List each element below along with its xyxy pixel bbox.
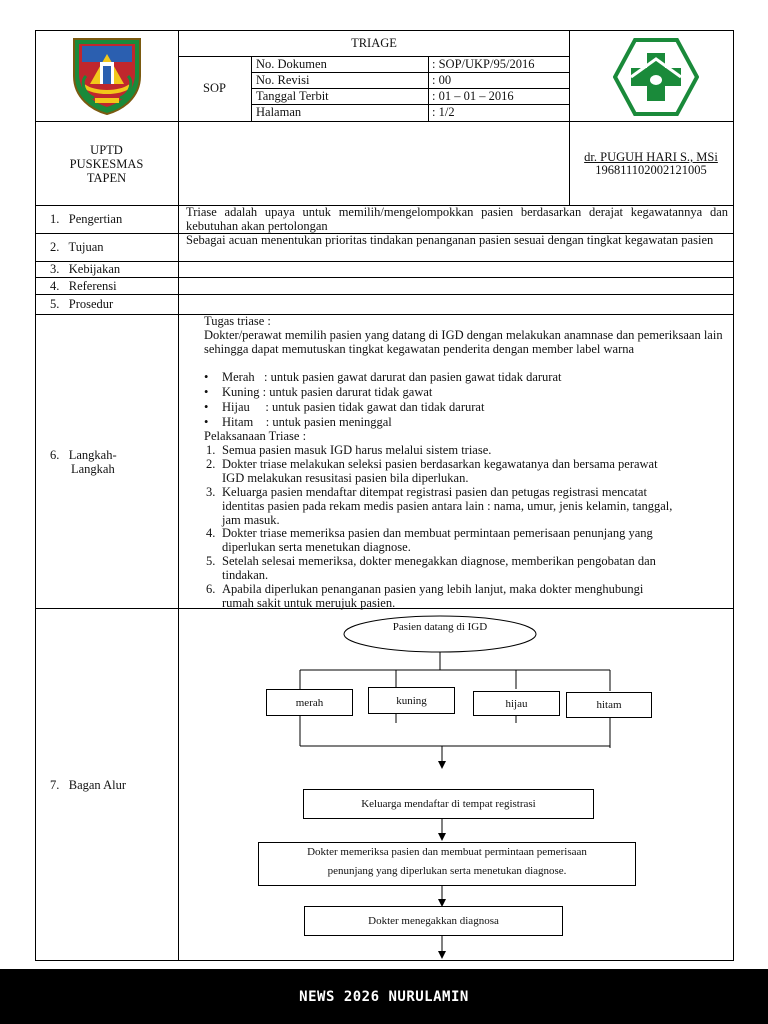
flow-box-pemeriksaan bbox=[258, 842, 636, 886]
arrow-down-icon bbox=[438, 833, 446, 841]
tugas-triase-heading: Tugas triase : bbox=[204, 314, 271, 328]
step-line: jam masuk. bbox=[222, 513, 280, 527]
step-number: 4. bbox=[206, 526, 216, 540]
step-number: 2. bbox=[206, 457, 216, 471]
pelaksanaan-heading: Pelaksanaan Triase : bbox=[204, 429, 307, 443]
meta-label: Halaman bbox=[256, 105, 302, 119]
meta-divider bbox=[428, 56, 429, 122]
bullet-dot: • bbox=[204, 370, 209, 384]
bullet-dot: • bbox=[204, 400, 209, 414]
org-name-line: PUSKESMAS bbox=[69, 157, 144, 171]
org-name-line: TAPEN bbox=[86, 171, 127, 185]
step-line: Semua pasien masuk IGD harus melalui sistem triase. bbox=[222, 443, 492, 457]
step-line: rumah sakit untuk merujuk pasien. bbox=[222, 596, 396, 610]
section-label-pengertian: 1. Pengertian bbox=[50, 212, 123, 226]
pengertian-text: Triase adalah upaya untuk memilih/mengelompokkan pasien berdasarkan derajat kegawatannya dan kebutuhan akan pertolongan bbox=[186, 205, 728, 234]
bullet-dot: • bbox=[204, 385, 209, 399]
meta-label: No. Revisi bbox=[256, 73, 310, 87]
step-line: identitas pasien pada rekam medis pasien antara lain : nama, umur, jenis kelamin, tanggal, bbox=[222, 499, 673, 513]
step-number: 5. bbox=[206, 554, 216, 568]
section-label-prosedur: 5. Prosedur bbox=[50, 297, 114, 311]
document-title: TRIAGE bbox=[351, 36, 397, 50]
step-line: diperlukan serta menetukan diagnose. bbox=[222, 540, 411, 554]
section-label-langkah: 6. Langkah- bbox=[50, 448, 117, 462]
flow-pemeriksaan-line1: Dokter memeriksa pasien dan membuat permintaan pemerisaan bbox=[307, 846, 587, 858]
meta-value: : 1/2 bbox=[432, 105, 455, 119]
signatory-id: 196811102002121005 bbox=[595, 163, 707, 177]
bullet-kuning: Kuning : untuk pasien darurat tidak gawat bbox=[222, 385, 433, 399]
flow-box-hitam: hitam bbox=[566, 692, 652, 718]
table-border-right bbox=[733, 30, 734, 961]
flow-start-label: Pasien datang di IGD bbox=[392, 621, 488, 633]
section-label-langkah-cont: Langkah bbox=[71, 462, 115, 476]
step-line: Keluarga pasien mendaftar ditempat registrasi pasien dan petugas registrasi mencatat bbox=[222, 485, 647, 499]
step-line: IGD melakukan resusitasi pasien bila diperlukan. bbox=[222, 471, 469, 485]
section-label-tujuan: 2. Tujuan bbox=[50, 240, 104, 254]
section-label-referensi: 4. Referensi bbox=[50, 279, 117, 293]
step-line: Setelah selesai memeriksa, dokter menegakkan diagnose, memberikan pengobatan dan bbox=[222, 554, 656, 568]
arrow-down-icon bbox=[438, 761, 446, 769]
flow-box-merah: merah bbox=[266, 689, 353, 716]
bullet-merah: Merah : untuk pasien gawat darurat dan pasien gawat tidak darurat bbox=[222, 370, 562, 384]
meta-value: : 01 – 01 – 2016 bbox=[432, 89, 514, 103]
step-number: 3. bbox=[206, 485, 216, 499]
signatory-name: dr. PUGUH HARI S., MSi bbox=[584, 150, 718, 164]
table-border-bottom bbox=[35, 960, 734, 961]
step-line: Dokter triase melakukan seleksi pasien berdasarkan kegawatanya dan bersama perawat bbox=[222, 457, 658, 471]
flow-box-kuning: kuning bbox=[368, 687, 455, 714]
footer-banner: NEWS 2026 NURULAMIN bbox=[0, 969, 768, 1024]
arrow-down-icon bbox=[438, 951, 446, 959]
meta-label: No. Dokumen bbox=[256, 57, 327, 71]
flow-box-diagnosa: Dokter menegakkan diagnosa bbox=[304, 906, 563, 936]
step-number: 6. bbox=[206, 582, 216, 596]
meta-label: Tanggal Terbit bbox=[256, 89, 329, 103]
bullet-dot: • bbox=[204, 415, 209, 429]
puskesmas-logo-icon bbox=[613, 37, 699, 117]
row-line bbox=[35, 314, 734, 315]
sop-divider bbox=[251, 56, 252, 122]
step-number: 1. bbox=[206, 443, 216, 457]
flow-pemeriksaan-line2: penunjang yang diperlukan serta menetukan diagnose. bbox=[327, 865, 567, 877]
step-line: tindakan. bbox=[222, 568, 269, 582]
org-name-line: UPTD bbox=[90, 143, 123, 157]
table-border-top bbox=[35, 30, 734, 31]
step-line: Apabila diperlukan penanganan pasien yang lebih lanjut, maka dokter menghubungi bbox=[222, 582, 644, 596]
row-line bbox=[35, 261, 734, 262]
row-line bbox=[35, 294, 734, 295]
bullet-hitam: Hitam : untuk pasien meninggal bbox=[222, 415, 392, 429]
section-label-kebijakan: 3. Kebijakan bbox=[50, 262, 121, 276]
tujuan-text: Sebagai acuan menentukan prioritas tindakan penanganan pasien sesuai dengan tingkat kegawatan pasien bbox=[186, 233, 714, 247]
meta-value: : 00 bbox=[432, 73, 452, 87]
tugas-triase-intro: Dokter/perawat memilih pasien yang datang di IGD dengan melakukan anamnase dan pemeriksaan lain sehingga dapat memutuskan tingkat kegawatan penderita dengan member label warna bbox=[204, 328, 723, 357]
header-divider bbox=[35, 121, 734, 122]
meta-value: : SOP/UKP/95/2016 bbox=[432, 57, 535, 71]
bullet-hijau: Hijau : untuk pasien tidak gawat dan tidak darurat bbox=[222, 400, 485, 414]
section-label-bagan-alur: 7. Bagan Alur bbox=[50, 778, 127, 792]
regional-crest-icon bbox=[70, 36, 144, 116]
flow-box-registrasi: Keluarga mendaftar di tempat registrasi bbox=[303, 789, 594, 819]
row-line bbox=[35, 277, 734, 278]
step-line: Dokter triase memeriksa pasien dan membuat permintaan pemerisaan penunjang yang bbox=[222, 526, 653, 540]
flow-box-hijau: hijau bbox=[473, 691, 560, 716]
sop-label: SOP bbox=[203, 81, 226, 95]
